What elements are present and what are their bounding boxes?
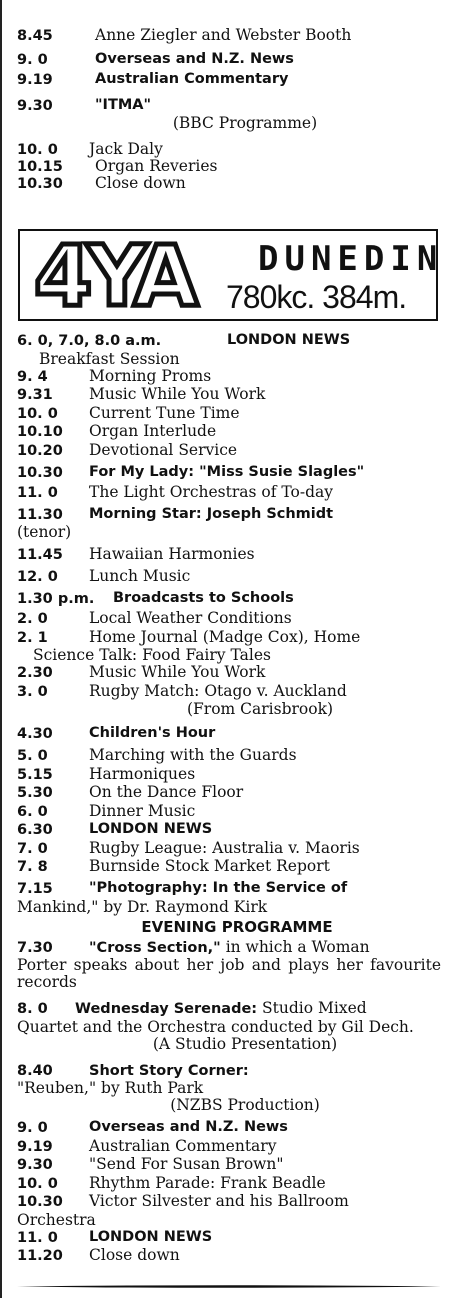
day-listings xyxy=(17,332,443,1266)
time: 8. 0 xyxy=(17,1001,48,1017)
listing-row xyxy=(17,464,443,484)
programme-note: (BBC Programme) xyxy=(172,114,318,132)
listing-row xyxy=(17,590,443,610)
programme: LONDON NEWS xyxy=(89,821,213,837)
programme: Australian Commentary xyxy=(95,71,289,87)
listing-row xyxy=(17,27,443,51)
listing-row xyxy=(17,610,443,629)
programme: "Send For Susan Brown" xyxy=(89,1155,284,1173)
evening-item xyxy=(17,1000,443,1053)
programme: Australian Commentary xyxy=(89,1136,277,1155)
programme: Marching with the Guards xyxy=(89,746,297,764)
listing-row xyxy=(17,1119,443,1138)
top-block xyxy=(17,27,443,192)
programme: Close down xyxy=(95,174,186,192)
station-city: DUNEDIN xyxy=(258,239,444,279)
time: 9.19 xyxy=(17,1138,53,1155)
programme-continuation: Orchestra xyxy=(17,1210,96,1229)
listing-row xyxy=(17,766,443,785)
time: 5.15 xyxy=(17,766,53,783)
time: 8.40 xyxy=(17,1062,53,1079)
listing-row xyxy=(17,1229,443,1248)
listing-row xyxy=(17,332,443,351)
listing-row xyxy=(17,664,443,683)
time: 9.19 xyxy=(17,72,53,88)
programme-note: (From Carisbrook) xyxy=(186,700,334,718)
time: 10. 0 xyxy=(17,405,58,422)
time: 8.45 xyxy=(17,28,53,44)
time: 1.30 p.m. xyxy=(17,591,95,607)
listing-row xyxy=(17,1138,443,1157)
programme: On the Dance Floor xyxy=(89,783,244,801)
programme: Lunch Music xyxy=(89,567,191,585)
listing-row xyxy=(17,725,443,747)
listing-row xyxy=(17,423,443,442)
programme-continuation: Mankind," by Dr. Raymond Kirk xyxy=(17,897,268,916)
programme: Broadcasts to Schools xyxy=(113,590,294,606)
listing-row xyxy=(17,1000,443,1019)
listing-row xyxy=(17,1193,443,1212)
listing-row xyxy=(17,629,443,648)
time: 7.30 xyxy=(17,939,53,956)
time: 7.15 xyxy=(17,881,53,897)
programme: Organ Interlude xyxy=(89,422,217,440)
time: 9. 0 xyxy=(17,1120,48,1136)
station-frequency: 780kc. 384m. xyxy=(226,279,407,315)
time: 10.10 xyxy=(17,424,63,440)
programme-continuation: Science Talk: Food Fairy Tales xyxy=(33,646,271,664)
time: 9.31 xyxy=(17,387,53,403)
time: 7. 8 xyxy=(17,859,48,875)
programme: Harmoniques xyxy=(89,764,196,783)
programme: Overseas and N.Z. News xyxy=(89,1119,288,1135)
listing-row xyxy=(17,1247,443,1266)
evening-heading: EVENING PROGRAMME xyxy=(141,917,333,936)
programme: "Photography: In the Service of xyxy=(89,880,348,896)
programme: Jack Daly xyxy=(89,140,163,158)
programme-lead: Wednesday Serenade: xyxy=(75,1001,258,1017)
station-banner xyxy=(18,229,444,321)
time: 10.30 xyxy=(17,1194,63,1210)
programme: Overseas and N.Z. News xyxy=(95,51,294,67)
programme: Rugby Match: Otago v. Auckland xyxy=(89,681,347,700)
time: 5. 0 xyxy=(17,748,48,764)
programme: Local Weather Conditions xyxy=(89,609,292,627)
call-sign: 4YA xyxy=(34,237,193,315)
programme-lead: "Cross Section," xyxy=(89,939,221,956)
listing-row xyxy=(17,683,443,702)
programme-lead: Short Story Corner: xyxy=(89,1062,249,1079)
time: 10.20 xyxy=(17,442,63,459)
time: 5.30 xyxy=(17,785,53,801)
listing-row xyxy=(17,546,443,568)
time: 11. 0 xyxy=(17,1229,58,1246)
listing-row xyxy=(17,484,443,506)
time: 12. 0 xyxy=(17,569,58,585)
time: 9.30 xyxy=(17,1157,53,1173)
programme: "ITMA" xyxy=(95,97,152,113)
listing-row xyxy=(17,442,443,464)
programme: Organ Reveries xyxy=(95,157,218,175)
listing-row xyxy=(17,368,443,387)
time: 11.45 xyxy=(17,547,63,563)
listing-row xyxy=(17,386,443,405)
listing-row xyxy=(17,858,443,880)
listing-row xyxy=(17,175,443,192)
time: 3. 0 xyxy=(17,683,48,700)
listing-row xyxy=(17,71,443,97)
time: 11.20 xyxy=(17,1248,63,1264)
listing-row xyxy=(17,803,443,822)
programme: in which a Woman xyxy=(225,937,370,956)
programme: Current Tune Time xyxy=(89,403,240,422)
programme: LONDON NEWS xyxy=(227,332,351,348)
time: 11. 0 xyxy=(17,484,58,501)
time: 10.30 xyxy=(17,464,63,481)
evening-item xyxy=(17,939,443,992)
programme-continuation: Breakfast Session xyxy=(39,349,180,368)
programme-note: (A Studio Presentation) xyxy=(152,1034,338,1053)
time: 10.15 xyxy=(17,159,63,175)
programme: Devotional Service xyxy=(89,440,238,459)
programme: Dinner Music xyxy=(89,801,196,820)
programme: Rhythm Parade: Frank Beadle xyxy=(89,1173,326,1192)
time: 9.30 xyxy=(17,98,53,114)
time: 2.30 xyxy=(17,665,53,681)
listing-row xyxy=(17,141,443,158)
time: 2. 1 xyxy=(17,629,48,646)
programme: Rugby League: Australia v. Maoris xyxy=(89,838,360,857)
evening-item xyxy=(17,1062,443,1120)
time: 2. 0 xyxy=(17,611,48,627)
listing-row xyxy=(17,97,443,115)
listing-row xyxy=(17,880,443,899)
listing-row xyxy=(17,1175,443,1194)
programme: Morning Proms xyxy=(89,366,212,385)
listing-row xyxy=(17,158,443,175)
programme-continuation: (tenor) xyxy=(17,523,72,541)
bottom-rule xyxy=(17,1284,441,1289)
programme: Home Journal (Madge Cox), Home xyxy=(89,627,361,646)
programme-continuation: Quartet and the Orchestra conducted by Gil Dech. xyxy=(17,1017,414,1036)
programme-continuation: Porter speaks about her job and plays her favourite records xyxy=(17,956,441,991)
time: 9. 4 xyxy=(17,368,48,385)
listing-row xyxy=(17,506,443,525)
time: 11.30 xyxy=(17,506,63,523)
listing-row xyxy=(17,405,443,424)
programme: Music While You Work xyxy=(89,385,266,403)
time: 4.30 xyxy=(17,726,53,742)
listing-row xyxy=(17,747,443,766)
listing-row xyxy=(17,51,443,71)
listing-row xyxy=(17,939,443,958)
column-rule xyxy=(0,0,2,1298)
time: 10. 0 xyxy=(17,1175,58,1192)
time: 10.30 xyxy=(17,176,63,192)
listing-row xyxy=(17,1062,443,1081)
listing-row xyxy=(17,784,443,803)
station-call-sign-logo xyxy=(30,237,220,315)
listing-row xyxy=(17,1156,443,1175)
programme: Anne Ziegler and Webster Booth xyxy=(95,26,352,44)
programme: For My Lady: "Miss Susie Slagles" xyxy=(89,463,365,480)
time: 10. 0 xyxy=(17,142,58,158)
programme: LONDON NEWS xyxy=(89,1228,213,1245)
programme: Children's Hour xyxy=(89,725,216,741)
listing-row xyxy=(17,568,443,590)
programme: The Light Orchestras of To-day xyxy=(89,482,334,501)
listing-row xyxy=(17,821,443,840)
time: 7. 0 xyxy=(17,840,48,857)
programme: Hawaiian Harmonies xyxy=(89,545,255,563)
programme: Close down xyxy=(89,1246,180,1264)
programme: Studio Mixed xyxy=(262,999,367,1017)
time: 6. 0, 7.0, 8.0 a.m. xyxy=(17,333,162,349)
programme: Victor Silvester and his Ballroom xyxy=(89,1192,349,1210)
time: 6. 0 xyxy=(17,803,48,820)
time: 6.30 xyxy=(17,822,53,838)
programme-continuation: "Reuben," by Ruth Park xyxy=(17,1079,204,1097)
programme: Morning Star: Joseph Schmidt xyxy=(89,505,334,522)
programme: Music While You Work xyxy=(89,663,266,681)
programme-note: (NZBS Production) xyxy=(170,1096,320,1114)
listing-row xyxy=(17,840,443,859)
time: 9. 0 xyxy=(17,52,48,68)
programme: Burnside Stock Market Report xyxy=(89,857,330,875)
